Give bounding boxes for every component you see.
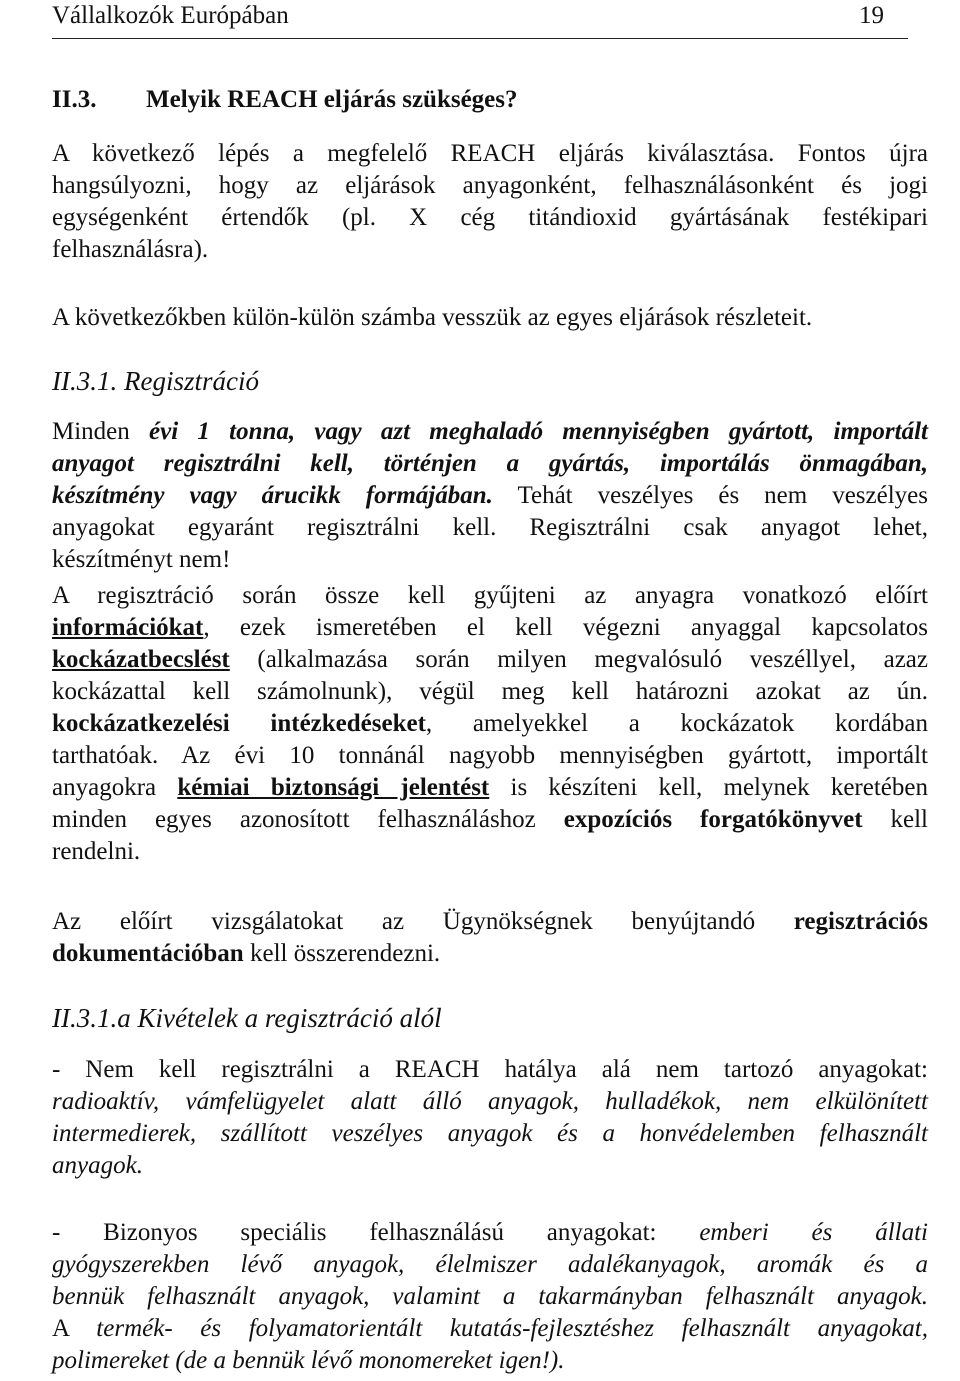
emphasis-run: készítmény vagy árucikk formájában. — [52, 482, 493, 509]
text-run: minden egyes azonosított felhasználáshoz — [52, 806, 564, 833]
paragraph-line: polimereket (de a bennük lévő monomereket igen!). — [52, 1347, 565, 1374]
italic-run: emberi és állati — [699, 1219, 928, 1246]
text-run: , amelyekkel a kockázatok kordában — [425, 710, 928, 737]
paragraph-line: tarthatóak. Az évi 10 tonnánál nagyobb mennyiségben gyártott, importált — [52, 742, 928, 769]
paragraph-line — [52, 1217, 928, 1249]
page-header — [52, 0, 908, 39]
paragraph-line — [52, 938, 928, 970]
paragraph-line — [52, 708, 928, 740]
bold-term: kockázatbecslést — [52, 646, 230, 673]
paragraph-line — [52, 644, 928, 676]
registration-paragraph-1 — [52, 416, 928, 576]
text-run: anyagokra — [52, 774, 178, 801]
emphasis-run: évi 1 tonna, vagy azt meghaladó mennyiségben gyártott, importált — [149, 418, 928, 445]
section-heading — [52, 86, 518, 114]
paragraph-line: bennük felhasznált anyagok, valamint a takarmányban felhasznált anyagok. — [52, 1283, 928, 1310]
bold-term: információkat — [52, 614, 204, 641]
paragraph-line — [52, 480, 928, 512]
paragraph-line — [52, 804, 928, 836]
details-line: A következőkben külön-külön számba vesszük az egyes eljárások részleteit. — [52, 304, 813, 331]
exceptions-paragraph-2 — [52, 1217, 928, 1377]
text-run: A — [52, 1315, 97, 1342]
intro-paragraph — [52, 138, 928, 266]
paragraph-line: intermedierek, szállított veszélyes anyagok és a honvédelemben felhasznált — [52, 1120, 928, 1147]
details-paragraph — [52, 302, 928, 334]
paragraph-line: - Nem kell regisztrálni a REACH hatálya alá nem tartozó anyagokat: — [52, 1056, 928, 1083]
section-title: Melyik REACH eljárás szükséges? — [146, 86, 518, 113]
text-run: Tehát veszélyes és nem veszélyes — [492, 482, 928, 509]
paragraph-line: gyógyszerekben lévő anyagok, élelmiszer adalékanyagok, aromák és a — [52, 1251, 928, 1278]
paragraph-line — [52, 906, 928, 938]
text-run: , ezek ismeretében el kell végezni anyaggal kapcsolatos — [203, 614, 928, 641]
paragraph-line — [52, 1313, 928, 1345]
paragraph-line — [52, 612, 928, 644]
paragraph-line — [52, 416, 928, 448]
paragraph-line: anyagok. — [52, 1152, 143, 1179]
intro-line: A következő lépés a megfelelő REACH eljárás kiválasztása. Fontos újra — [52, 140, 928, 167]
text-run: Minden — [52, 418, 150, 445]
running-title: Vállalkozók Európában — [52, 2, 289, 29]
italic-run: termék- és folyamatorientált kutatás-fejlesztéshez felhasznált anyagokat, — [96, 1315, 928, 1342]
subsection-heading: II.3.1. Regisztráció — [52, 366, 259, 396]
paragraph-line: rendelni. — [52, 838, 141, 865]
bold-term: dokumentációban — [52, 940, 244, 967]
text-run: kell — [862, 806, 928, 833]
registration-paragraph-3 — [52, 906, 928, 970]
paragraph-line — [52, 772, 928, 804]
text-run: (alkalmazása során milyen megvalósuló veszéllyel, azaz — [229, 646, 928, 673]
bold-term: kémiai biztonsági jelentést — [177, 774, 490, 801]
subsection-heading: II.3.1.a Kivételek a regisztráció alól — [52, 1003, 442, 1033]
paragraph-line: készítményt nem! — [52, 546, 231, 573]
paragraph-line: anyagot regisztrálni kell, történjen a gyártás, importálás önmagában, — [52, 450, 928, 477]
text-run: kell összerendezni. — [243, 940, 441, 967]
text-run: is készíteni kell, melynek keretében — [489, 774, 928, 801]
bold-term: expozíciós forgatókönyvet — [563, 806, 863, 833]
bold-term: kockázatkezelési intézkedéseket — [52, 710, 426, 737]
paragraph-line: anyagokat egyaránt regisztrálni kell. Regisztrálni csak anyagot lehet, — [52, 514, 928, 541]
text-run: Az előírt vizsgálatokat az Ügynökségnek benyújtandó — [52, 908, 794, 935]
registration-paragraph-2 — [52, 580, 928, 868]
paragraph-line: kockázattal kell számolnunk), végül meg kell határozni azokat az ún. — [52, 678, 928, 705]
intro-line: felhasználásra). — [52, 236, 209, 263]
intro-line: egységenként értendők (pl. X cég titándioxid gyártásának festékipari — [52, 204, 928, 231]
intro-line: hangsúlyozni, hogy az eljárások anyagonként, felhasználásonként és jogi — [52, 172, 928, 199]
bold-term: regisztrációs — [793, 908, 928, 935]
text-run: - Bizonyos speciális felhasználású anyagokat: — [52, 1219, 700, 1246]
section-number: II.3. — [52, 86, 97, 113]
exceptions-paragraph-1 — [52, 1054, 928, 1182]
paragraph-line: radioaktív, vámfelügyelet alatt álló anyagok, hulladékok, nem elkülönített — [52, 1088, 928, 1115]
page-number: 19 — [859, 2, 884, 29]
paragraph-line: A regisztráció során össze kell gyűjteni az anyagra vonatkozó előírt — [52, 582, 928, 609]
